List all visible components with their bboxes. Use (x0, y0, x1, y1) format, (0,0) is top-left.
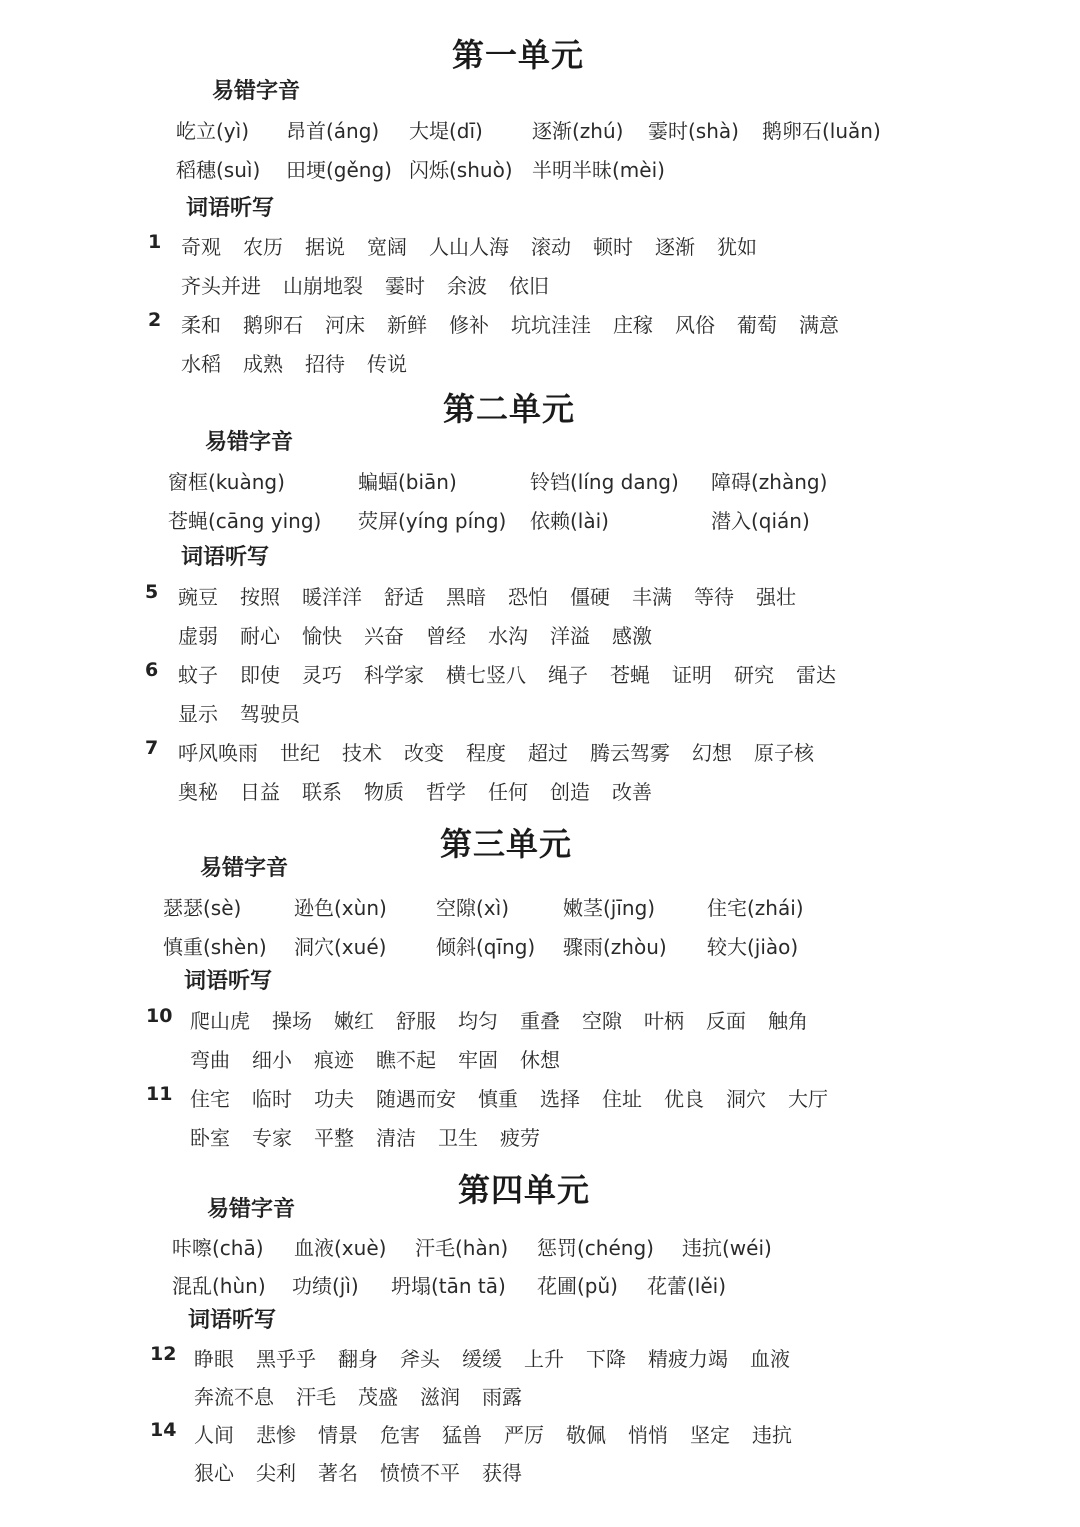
word: 豌豆 (178, 585, 218, 609)
pronunciation-label: 易错字音 (207, 1197, 296, 1222)
lesson-number: 12 (150, 1343, 177, 1365)
word-list (181, 270, 571, 299)
lesson-number: 2 (148, 309, 162, 331)
word: 下降 (586, 1347, 626, 1371)
word-list (190, 1005, 830, 1034)
word: 嫩红 (334, 1009, 374, 1033)
word: 清洁 (376, 1126, 416, 1150)
word: 慎重 (478, 1087, 518, 1111)
pronunciation-item: 逊色(xùn) (294, 896, 387, 920)
word: 爬山虎 (190, 1009, 250, 1033)
word: 新鲜 (387, 313, 427, 337)
word: 雨露 (482, 1385, 522, 1409)
lesson-number: 14 (150, 1419, 177, 1441)
word: 按照 (240, 585, 280, 609)
word: 滋润 (420, 1385, 460, 1409)
word: 葡萄 (737, 313, 777, 337)
word: 农历 (243, 235, 283, 259)
word: 横七竖八 (446, 663, 526, 687)
word-list (190, 1044, 582, 1073)
word: 依旧 (509, 274, 549, 298)
unit-title: 第二单元 (443, 390, 576, 428)
word: 卧室 (190, 1126, 230, 1150)
word: 情景 (318, 1423, 358, 1447)
lesson-number: 5 (145, 581, 159, 603)
word: 坚定 (690, 1423, 730, 1447)
pronunciation-item: 障碍(zhàng) (711, 470, 828, 494)
word: 改变 (404, 741, 444, 765)
word: 悲惨 (256, 1423, 296, 1447)
word: 灵巧 (302, 663, 342, 687)
pronunciation-item: 窗框(kuàng) (168, 470, 285, 494)
dictation-label: 词语听写 (184, 969, 273, 994)
word: 卫生 (438, 1126, 478, 1150)
word: 人山人海 (429, 235, 509, 259)
word: 幻想 (692, 741, 732, 765)
word: 成熟 (243, 352, 283, 376)
word: 庄稼 (613, 313, 653, 337)
pronunciation-item: 空隙(xì) (436, 896, 509, 920)
word: 耐心 (240, 624, 280, 648)
pronunciation-item: 嫩茎(jīng) (563, 896, 656, 920)
word: 虚弱 (178, 624, 218, 648)
word: 山崩地裂 (283, 274, 363, 298)
unit-title: 第一单元 (452, 36, 585, 74)
word: 水沟 (488, 624, 528, 648)
word: 牢固 (458, 1048, 498, 1072)
word: 余波 (447, 274, 487, 298)
word: 鹅卵石 (243, 313, 303, 337)
word: 愉快 (302, 624, 342, 648)
unit-title: 第三单元 (440, 825, 573, 863)
pronunciation-item: 混乱(hùn) (172, 1274, 266, 1298)
word: 即使 (240, 663, 280, 687)
word: 绳子 (548, 663, 588, 687)
pronunciation-item: 花圃(pǔ) (537, 1274, 618, 1298)
word: 满意 (799, 313, 839, 337)
word: 犹如 (717, 235, 757, 259)
word: 原子核 (754, 741, 814, 765)
word: 黑乎乎 (256, 1347, 316, 1371)
word: 奇观 (181, 235, 221, 259)
word: 宽阔 (367, 235, 407, 259)
pronunciation-item: 霎时(shà) (648, 119, 739, 143)
word: 临时 (252, 1087, 292, 1111)
unit-title: 第四单元 (458, 1171, 591, 1209)
pronunciation-item: 蝙蝠(biān) (358, 470, 457, 494)
word: 改善 (612, 780, 652, 804)
pronunciation-item: 坍塌(tān tā) (391, 1274, 506, 1298)
word: 平整 (314, 1126, 354, 1150)
pronunciation-item: 田埂(gěng) (286, 158, 392, 182)
word: 蚊子 (178, 663, 218, 687)
pronunciation-label: 易错字音 (205, 430, 294, 455)
word: 水稻 (181, 352, 221, 376)
lesson-number: 10 (146, 1005, 173, 1027)
word-list (178, 659, 858, 688)
word: 弯曲 (190, 1048, 230, 1072)
word: 危害 (380, 1423, 420, 1447)
word-list (190, 1122, 562, 1151)
word: 科学家 (364, 663, 424, 687)
pronunciation-item: 倾斜(qīng) (436, 935, 536, 959)
word: 获得 (482, 1461, 522, 1485)
word: 痕迹 (314, 1048, 354, 1072)
word: 风俗 (675, 313, 715, 337)
word: 招待 (305, 352, 345, 376)
pronunciation-item: 半明半昧(mèi) (532, 158, 665, 182)
pronunciation-item: 铃铛(líng dang) (530, 470, 679, 494)
word: 叶柄 (644, 1009, 684, 1033)
lesson-number: 7 (145, 737, 159, 759)
pronunciation-item: 花蕾(lěi) (647, 1274, 727, 1298)
word: 驾驶员 (240, 702, 300, 726)
word-list (178, 737, 836, 766)
pronunciation-item: 血液(xuè) (294, 1236, 387, 1260)
word-list (178, 698, 322, 727)
word: 恐怕 (508, 585, 548, 609)
word: 疲劳 (500, 1126, 540, 1150)
word: 睁眼 (194, 1347, 234, 1371)
word: 修补 (449, 313, 489, 337)
word: 均匀 (458, 1009, 498, 1033)
word: 斧头 (400, 1347, 440, 1371)
pronunciation-item: 骤雨(zhòu) (563, 935, 667, 959)
word: 茂盛 (358, 1385, 398, 1409)
word: 敬佩 (566, 1423, 606, 1447)
pronunciation-item: 住宅(zhái) (707, 896, 804, 920)
word: 技术 (342, 741, 382, 765)
pronunciation-item: 慎重(shèn) (163, 935, 267, 959)
word: 丰满 (632, 585, 672, 609)
word: 齐头并进 (181, 274, 261, 298)
word: 显示 (178, 702, 218, 726)
word: 狠心 (194, 1461, 234, 1485)
word: 证明 (672, 663, 712, 687)
word: 人间 (194, 1423, 234, 1447)
word: 缓缓 (462, 1347, 502, 1371)
word: 翻身 (338, 1347, 378, 1371)
pronunciation-item: 较大(jiào) (707, 935, 799, 959)
word-list (190, 1083, 850, 1112)
word-list (178, 581, 818, 610)
pronunciation-item: 汗毛(hàn) (415, 1236, 509, 1260)
word-list (178, 776, 674, 805)
word-list (181, 348, 429, 377)
word: 功夫 (314, 1087, 354, 1111)
word: 违抗 (752, 1423, 792, 1447)
pronunciation-item: 咔嚓(chā) (172, 1236, 264, 1260)
lesson-number: 1 (148, 231, 162, 253)
word: 联系 (302, 780, 342, 804)
pronunciation-item: 逐渐(zhú) (532, 119, 624, 143)
word: 随遇而安 (376, 1087, 456, 1111)
word: 河床 (325, 313, 365, 337)
word: 超过 (528, 741, 568, 765)
word: 等待 (694, 585, 734, 609)
word: 选择 (540, 1087, 580, 1111)
word: 舒服 (396, 1009, 436, 1033)
word: 洋溢 (550, 624, 590, 648)
word: 大厅 (788, 1087, 828, 1111)
pronunciation-item: 屹立(yì) (176, 119, 249, 143)
word: 暖洋洋 (302, 585, 362, 609)
word: 黑暗 (446, 585, 486, 609)
pronunciation-item: 依赖(lài) (530, 509, 609, 533)
word: 悄悄 (628, 1423, 668, 1447)
pronunciation-item: 荧屏(yíng píng) (358, 509, 507, 533)
word: 雷达 (796, 663, 836, 687)
pronunciation-item: 惩罚(chéng) (537, 1236, 654, 1260)
word: 强壮 (756, 585, 796, 609)
word: 反面 (706, 1009, 746, 1033)
word: 逐渐 (655, 235, 695, 259)
word: 兴奋 (364, 624, 404, 648)
word: 瞧不起 (376, 1048, 436, 1072)
pronunciation-item: 昂首(áng) (286, 119, 380, 143)
word: 滚动 (531, 235, 571, 259)
pronunciation-item: 苍蝇(cāng ying) (168, 509, 322, 533)
word: 创造 (550, 780, 590, 804)
word-list (194, 1343, 812, 1372)
word: 物质 (364, 780, 404, 804)
word: 僵硬 (570, 585, 610, 609)
word-list (194, 1419, 814, 1448)
word: 苍蝇 (610, 663, 650, 687)
dictation-label: 词语听写 (186, 196, 275, 221)
word: 传说 (367, 352, 407, 376)
word: 上升 (524, 1347, 564, 1371)
pronunciation-item: 闪烁(shuò) (409, 158, 513, 182)
word-list (194, 1381, 544, 1410)
word-list (181, 231, 779, 260)
word: 腾云驾雾 (590, 741, 670, 765)
word: 愤愤不平 (380, 1461, 460, 1485)
word: 研究 (734, 663, 774, 687)
word: 猛兽 (442, 1423, 482, 1447)
word: 顿时 (593, 235, 633, 259)
word: 优良 (664, 1087, 704, 1111)
dictation-label: 词语听写 (188, 1308, 277, 1333)
word: 汗毛 (296, 1385, 336, 1409)
pronunciation-label: 易错字音 (212, 79, 301, 104)
word: 尖利 (256, 1461, 296, 1485)
word: 住址 (602, 1087, 642, 1111)
pronunciation-item: 瑟瑟(sè) (163, 896, 242, 920)
word: 曾经 (426, 624, 466, 648)
word: 感激 (612, 624, 652, 648)
word: 休想 (520, 1048, 560, 1072)
word: 任何 (488, 780, 528, 804)
word: 住宅 (190, 1087, 230, 1111)
word: 著名 (318, 1461, 358, 1485)
lesson-number: 11 (146, 1083, 173, 1105)
word: 舒适 (384, 585, 424, 609)
word: 重叠 (520, 1009, 560, 1033)
word: 奥秘 (178, 780, 218, 804)
word: 专家 (252, 1126, 292, 1150)
pronunciation-item: 功绩(jì) (292, 1274, 359, 1298)
dictation-label: 词语听写 (181, 545, 270, 570)
pronunciation-label: 易错字音 (200, 856, 289, 881)
word: 据说 (305, 235, 345, 259)
word: 触角 (768, 1009, 808, 1033)
pronunciation-item: 稻穗(suì) (176, 158, 261, 182)
pronunciation-item: 洞穴(xué) (294, 935, 387, 959)
word-list (194, 1457, 544, 1486)
word-list (181, 309, 861, 338)
word: 细小 (252, 1048, 292, 1072)
lesson-number: 6 (145, 659, 159, 681)
word: 血液 (750, 1347, 790, 1371)
word: 世纪 (280, 741, 320, 765)
word: 霎时 (385, 274, 425, 298)
word: 空隙 (582, 1009, 622, 1033)
word: 洞穴 (726, 1087, 766, 1111)
word: 精疲力竭 (648, 1347, 728, 1371)
word: 程度 (466, 741, 506, 765)
word: 严厉 (504, 1423, 544, 1447)
word: 日益 (240, 780, 280, 804)
pronunciation-item: 大堤(dī) (409, 119, 483, 143)
word: 坑坑洼洼 (511, 313, 591, 337)
pronunciation-item: 违抗(wéi) (682, 1236, 772, 1260)
pronunciation-item: 鹅卵石(luǎn) (762, 119, 881, 143)
word: 呼风唤雨 (178, 741, 258, 765)
word: 柔和 (181, 313, 221, 337)
word: 奔流不息 (194, 1385, 274, 1409)
pronunciation-item: 潜入(qián) (711, 509, 810, 533)
word-list (178, 620, 674, 649)
word: 操场 (272, 1009, 312, 1033)
word: 哲学 (426, 780, 466, 804)
